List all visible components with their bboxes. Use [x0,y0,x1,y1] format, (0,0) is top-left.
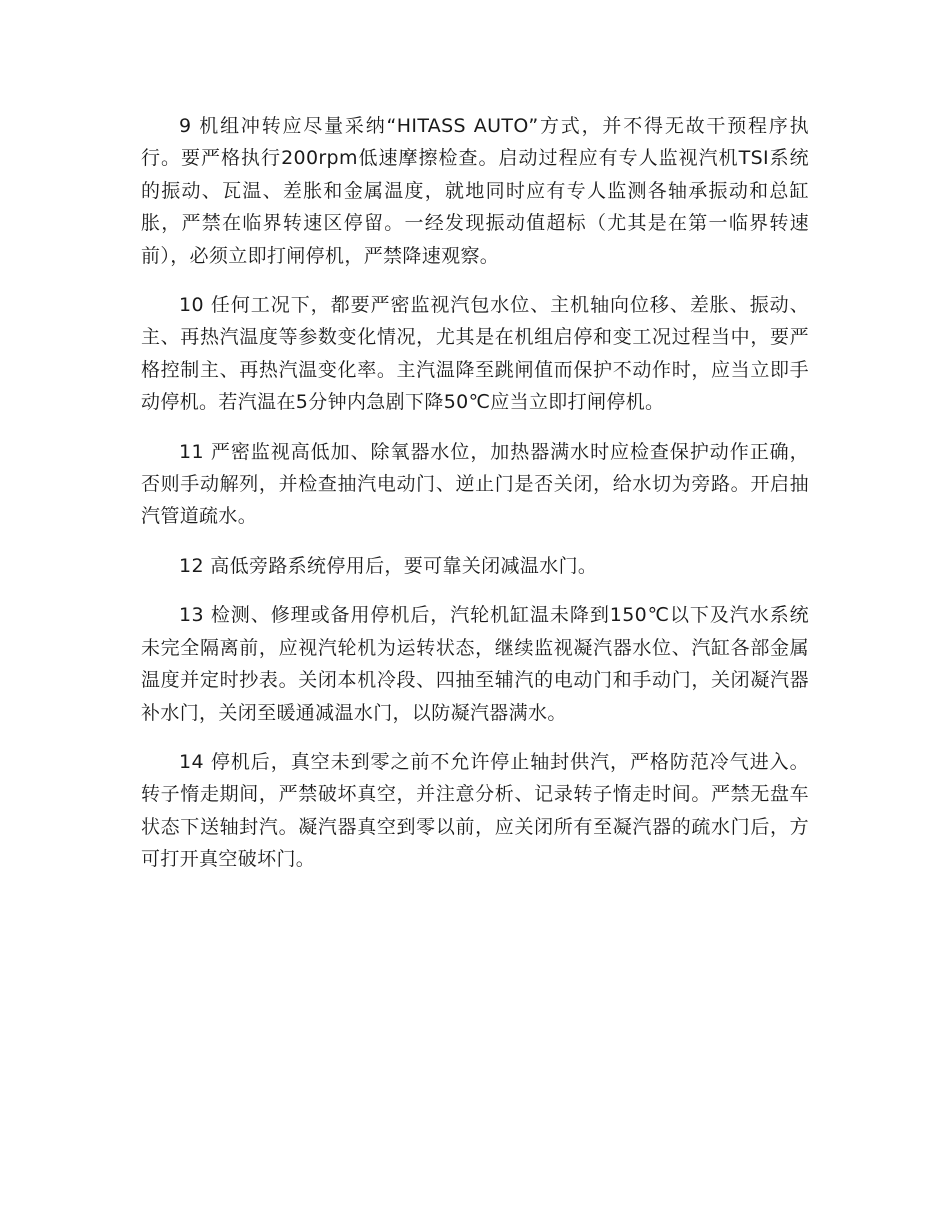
paragraph-11: 11 严密监视高低加、除氧器水位，加热器满水时应检查保护动作正确，否则手动解列，并检查抽汽电动门、逆止门是否关闭，给水切为旁路。开启抽汽管道疏水。 [141,440,809,528]
document-body [141,110,809,893]
paragraph-13: 13 检测、修理或备用停机后，汽轮机缸温未降到150℃以下及汽水系统未完全隔离前，应视汽轮机为运转状态，继续监视凝汽器水位、汽缸各部金属温度并定时抄表。关闭本机冷段、四抽至辅汽的电动门和手动门，关闭凝汽器补水门，关闭至暖通减温水门，以防凝汽器满水。 [141,604,809,724]
paragraph-12: 12 高低旁路系统停用后，要可靠关闭减温水门。 [179,554,598,577]
paragraph-14: 14 停机后，真空未到零之前不允许停止轴封供汽，严格防范冷气进入。转子惰走期间，严禁破坏真空，并注意分析、记录转子惰走时间。严禁无盘车状态下送轴封汽。凝汽器真空到零以前，应关闭所有至凝汽器的疏水门后，方可打开真空破坏门。 [141,750,809,871]
paragraph-10: 10 任何工况下，都要严密监视汽包水位、主机轴向位移、差胀、振动、主、再热汽温度等参数变化情况，尤其是在机组启停和变工况过程当中，要严格控制主、再热汽温变化率。主汽温降至跳闸值而保护不动作时，应当立即手动停机。若汽温在5分钟内急剧下降50℃应当立即打闸停机。 [141,294,809,414]
paragraph-9: 9 机组冲转应尽量采纳“HITASS AUTO”方式，并不得无故干预程序执行。要严格执行200rpm低速摩擦检查。启动过程应有专人监视汽机TSI系统的振动、瓦温、差胀和金属温度，就地同时应有专人监测各轴承振动和总缸胀，严禁在临界转速区停留。一经发现振动值超标（尤其是在第一临界转速前），必须立即打闸停机，严禁降速观察。 [141,115,809,267]
